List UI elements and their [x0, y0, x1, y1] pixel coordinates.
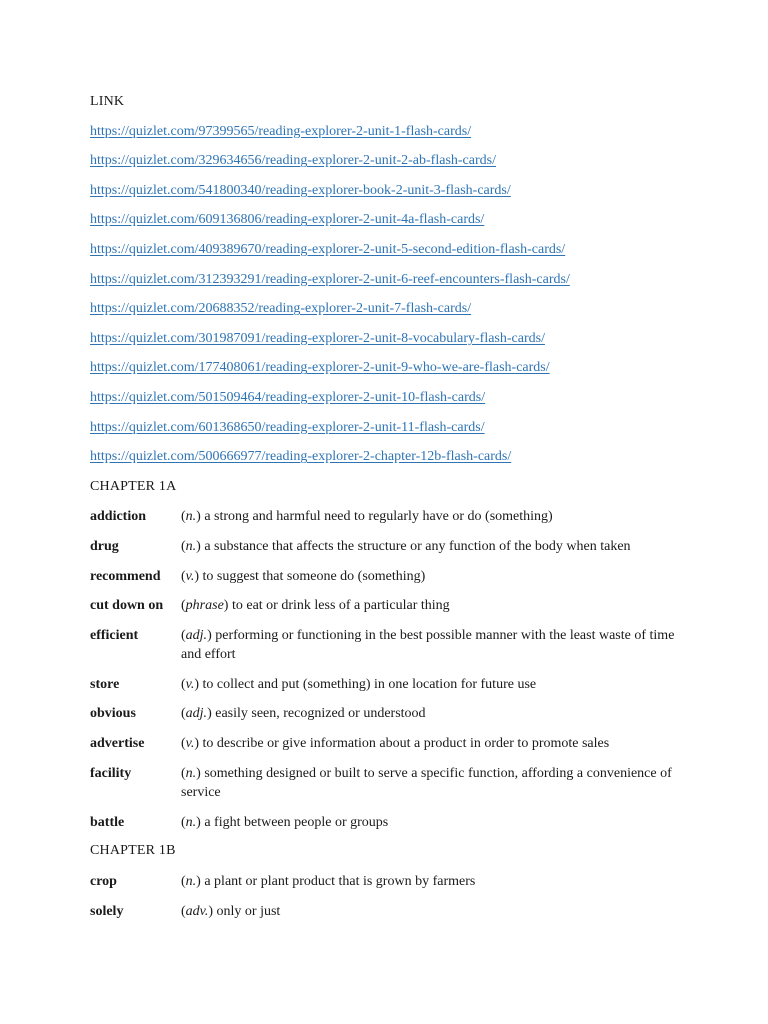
glossary-entry: [90, 764, 690, 803]
glossary-entry: [90, 675, 690, 695]
part-of-speech: v.: [185, 736, 195, 752]
definition-text: to eat or drink less of a particular thing: [231, 598, 450, 614]
glossary-definition: (v.) to suggest that someone do (something): [181, 568, 426, 584]
quizlet-link[interactable]: https://quizlet.com/20688352/reading-explorer-2-unit-7-flash-cards/: [90, 301, 472, 317]
part-of-speech: n.: [185, 874, 197, 890]
glossary-entry: [90, 872, 690, 892]
glossary-entry: [90, 537, 690, 557]
glossary-entry: [90, 902, 690, 922]
glossary-entry: [90, 813, 690, 833]
list-item: [90, 448, 690, 466]
glossary-term: efficient: [90, 627, 139, 643]
definition-text: a substance that affects the structure or any function of the body when taken: [204, 538, 631, 554]
glossary-term: store: [90, 676, 120, 692]
glossary-term: facility: [90, 765, 132, 781]
definition-text: performing or functioning in the best possible manner with the least waste of time and effort: [181, 627, 675, 663]
definition-text: to suggest that someone do (something): [202, 568, 426, 584]
list-item: [90, 389, 690, 407]
glossary-term: solely: [90, 903, 124, 919]
glossary-term: advertise: [90, 736, 145, 752]
quizlet-link[interactable]: https://quizlet.com/312393291/reading-explorer-2-unit-6-reef-encounters-flash-cards/: [90, 271, 570, 287]
quizlet-link[interactable]: https://quizlet.com/601368650/reading-explorer-2-unit-11-flash-cards/: [90, 419, 485, 435]
glossary-definition: (v.) to describe or give information about a product in order to promote sales: [181, 736, 610, 752]
glossary-definition: (n.) something designed or built to serve a specific function, affording a convenience of service: [181, 765, 672, 801]
glossary-term: cut down on: [90, 598, 164, 614]
definition-text: a plant or plant product that is grown by farmers: [204, 874, 476, 890]
definition-text: to collect and put (something) in one location for future use: [202, 676, 537, 692]
glossary-term: obvious: [90, 706, 136, 722]
document-page: [90, 93, 690, 931]
list-item: [90, 152, 690, 170]
glossary-entry: [90, 596, 690, 616]
definition-text: something designed or built to serve a specific function, affording a convenience of service: [181, 765, 672, 801]
definition-text: a strong and harmful need to regularly have or do (something): [204, 509, 553, 525]
glossary-term: recommend: [90, 568, 161, 584]
definition-text: only or just: [216, 903, 281, 919]
list-item: [90, 182, 690, 200]
list-item: [90, 241, 690, 259]
part-of-speech: n.: [185, 538, 197, 554]
glossary-definition: (v.) to collect and put (something) in one location for future use: [181, 676, 537, 692]
part-of-speech: v.: [185, 676, 195, 692]
glossary-definition: (adj.) easily seen, recognized or understood: [181, 706, 426, 722]
list-item: [90, 271, 690, 289]
quizlet-link[interactable]: https://quizlet.com/500666977/reading-explorer-2-chapter-12b-flash-cards/: [90, 449, 512, 465]
glossary-term: drug: [90, 538, 119, 554]
quizlet-link[interactable]: https://quizlet.com/409389670/reading-explorer-2-unit-5-second-edition-flash-cards/: [90, 241, 566, 257]
glossary-definition: (n.) a fight between people or groups: [181, 814, 389, 830]
glossary-entry: [90, 507, 690, 527]
chapter-1a-heading: CHAPTER 1A: [90, 478, 177, 494]
part-of-speech: n.: [185, 509, 197, 525]
part-of-speech: v.: [185, 568, 195, 584]
chapter-1b-heading: CHAPTER 1B: [90, 843, 176, 859]
glossary-term: addiction: [90, 509, 147, 525]
glossary-entry: [90, 626, 690, 665]
list-item: [90, 123, 690, 141]
list-item: [90, 300, 690, 318]
definition-text: easily seen, recognized or understood: [215, 706, 426, 722]
quizlet-link[interactable]: https://quizlet.com/97399565/reading-explorer-2-unit-1-flash-cards/: [90, 123, 472, 139]
list-item: [90, 359, 690, 377]
glossary-definition: (n.) a substance that affects the structure or any function of the body when taken: [181, 538, 631, 554]
part-of-speech: n.: [185, 814, 197, 830]
link-list: [90, 123, 690, 467]
part-of-speech: adv.: [185, 903, 209, 919]
glossary-definition: (phrase) to eat or drink less of a particular thing: [181, 598, 450, 614]
quizlet-link[interactable]: https://quizlet.com/329634656/reading-explorer-2-unit-2-ab-flash-cards/: [90, 153, 496, 169]
glossary-definition: (n.) a strong and harmful need to regularly have or do (something): [181, 509, 553, 525]
chapter-1b-glossary: [90, 872, 690, 921]
link-heading: LINK: [90, 94, 125, 109]
part-of-speech: phrase: [185, 598, 224, 614]
chapter-1a-glossary: [90, 507, 690, 832]
quizlet-link[interactable]: https://quizlet.com/177408061/reading-explorer-2-unit-9-who-we-are-flash-cards/: [90, 360, 550, 376]
list-item: [90, 211, 690, 229]
quizlet-link[interactable]: https://quizlet.com/301987091/reading-explorer-2-unit-8-vocabulary-flash-cards/: [90, 330, 545, 346]
glossary-term: crop: [90, 874, 117, 890]
glossary-definition: (adv.) only or just: [181, 903, 281, 919]
part-of-speech: adj.: [185, 627, 208, 643]
quizlet-link[interactable]: https://quizlet.com/609136806/reading-explorer-2-unit-4a-flash-cards/: [90, 212, 485, 228]
quizlet-link[interactable]: https://quizlet.com/501509464/reading-explorer-2-unit-10-flash-cards/: [90, 389, 486, 405]
list-item: [90, 419, 690, 437]
glossary-definition: (n.) a plant or plant product that is grown by farmers: [181, 874, 476, 890]
glossary-term: battle: [90, 814, 125, 830]
definition-text: to describe or give information about a product in order to promote sales: [202, 736, 610, 752]
part-of-speech: adj.: [185, 706, 208, 722]
glossary-entry: [90, 734, 690, 754]
quizlet-link[interactable]: https://quizlet.com/541800340/reading-explorer-book-2-unit-3-flash-cards/: [90, 182, 511, 198]
glossary-entry: [90, 567, 690, 587]
definition-text: a fight between people or groups: [204, 814, 389, 830]
list-item: [90, 330, 690, 348]
glossary-definition: (adj.) performing or functioning in the best possible manner with the least waste of time and effort: [181, 627, 675, 663]
glossary-entry: [90, 704, 690, 724]
part-of-speech: n.: [185, 765, 197, 781]
